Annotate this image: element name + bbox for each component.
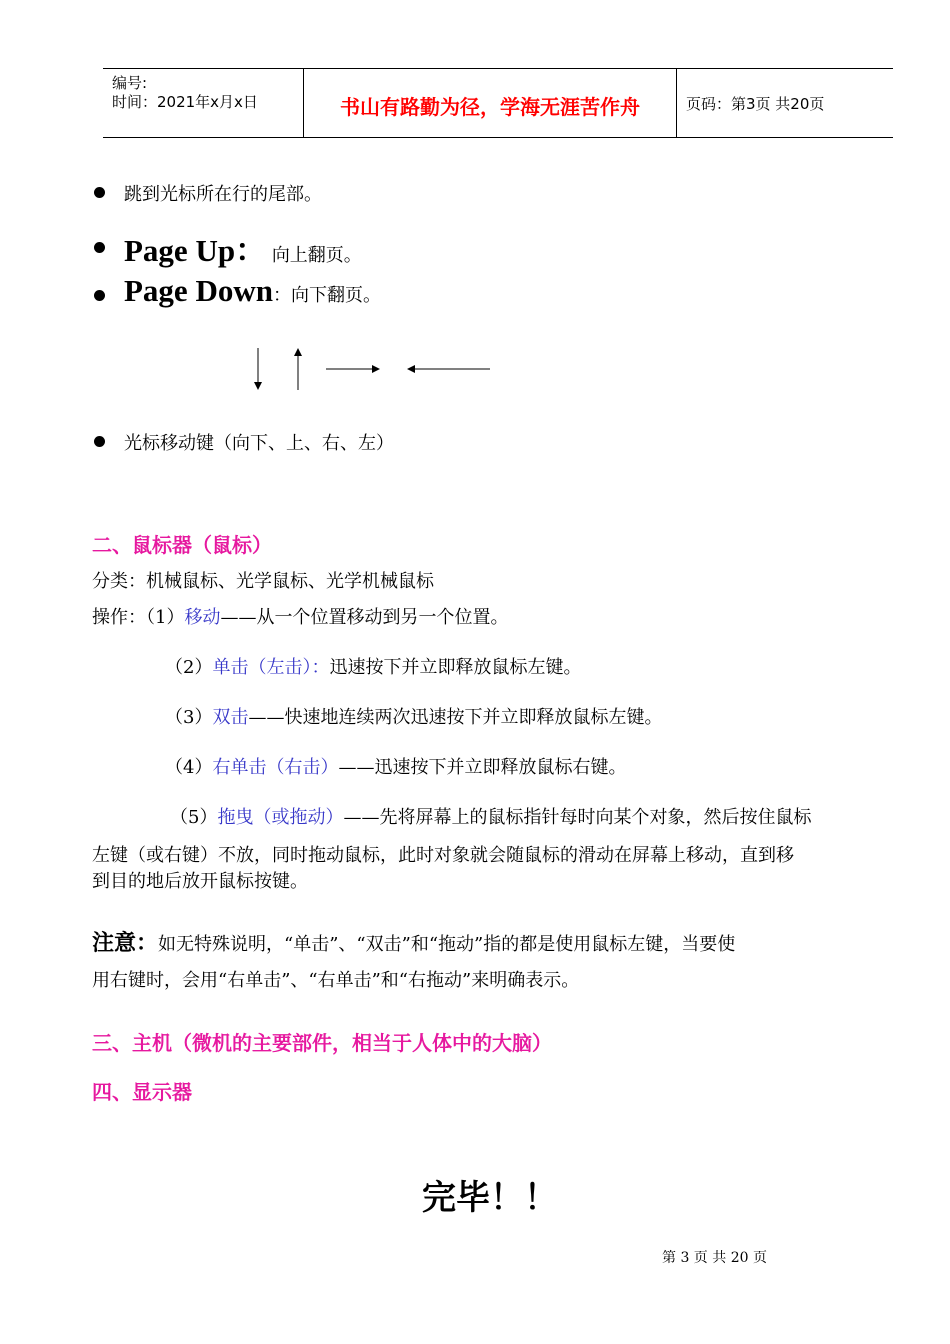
op5-term: 拖曳（或拖动）: [217, 807, 344, 828]
header-motto: 书山有路勤为径，学海无涯苦作舟: [340, 95, 640, 119]
header-info-cell: [103, 69, 304, 137]
bullet-dot: [94, 290, 105, 301]
arrow-keys-diagram: [240, 340, 500, 400]
op5-num: （5）: [170, 807, 218, 828]
op1-term: 移动: [184, 607, 221, 628]
mouse-op-5: [170, 803, 811, 829]
mouse-op-1: [92, 603, 508, 629]
mouse-op-4: [165, 753, 626, 779]
bullet-page-down: [124, 273, 381, 309]
bullet-dot: [94, 436, 105, 447]
op3-num: （3）: [165, 707, 213, 728]
mouse-op-2: [165, 653, 581, 679]
op4-num: （4）: [165, 757, 213, 778]
display-heading: 四、显示器: [92, 1080, 192, 1104]
bullet-end-of-line: 跳到光标所在行的尾部。: [124, 184, 322, 205]
op3-desc: ——快速地连续两次迅速按下并立即释放鼠标左键。: [248, 707, 663, 728]
page-up-desc: 向上翻页。: [271, 245, 362, 266]
bullet-dot: [94, 187, 105, 198]
note-label: 注意：: [92, 931, 159, 956]
bullet-page-up: [124, 225, 362, 270]
op2-num: （2）: [165, 657, 213, 678]
op3-term: 双击: [212, 707, 249, 728]
arrow-down-icon: [254, 348, 262, 390]
mouse-heading: 二、鼠标器（鼠标）: [92, 533, 272, 557]
note-text-2: 用右键时，会用“右单击”、“右单击”和“右拖动”来明确表示。: [92, 970, 580, 991]
note-text-1: 如无特殊说明，“单击”、“双击”和“拖动”指的都是使用鼠标左键，当要使: [158, 934, 736, 955]
page-up-key: Page Up：: [124, 233, 267, 268]
op5-desc-1: ——先将屏幕上的鼠标指针每时向某个对象，然后按住鼠标: [343, 807, 812, 828]
op2-desc: 迅速按下并立即释放鼠标左键。: [329, 657, 582, 678]
bullet-cursor-keys: 光标移动键（向下、上、右、左）: [124, 433, 394, 454]
op1-desc: ——从一个位置移动到另一个位置。: [220, 607, 509, 628]
arrow-right-icon: [326, 365, 380, 373]
arrow-up-icon: [294, 348, 302, 390]
header-motto-cell: [304, 69, 677, 137]
header-page-label: 页码：第3页 共20页: [686, 95, 825, 113]
op5-desc-2: 左键（或右键）不放，同时拖动鼠标，此时对象就会随鼠标的滑动在屏幕上移动，直到移: [92, 845, 794, 866]
bullet-dot: [94, 242, 105, 253]
op4-term: 右单击（右击）: [212, 757, 339, 778]
op1-prefix: 操作：（1）: [92, 607, 185, 628]
op5-desc-3: 到目的地后放开鼠标按键。: [92, 871, 308, 892]
header-page-cell: [677, 69, 893, 137]
finish-text: 完毕！！: [422, 1178, 558, 1218]
mouse-op-3: [165, 703, 662, 729]
mouse-category: 分类：机械鼠标、光学鼠标、光学机械鼠标: [92, 571, 434, 592]
page-down-desc: ：向下翻页。: [272, 285, 381, 306]
note-line-1: [92, 926, 735, 957]
time-label: 时间：2021年x月x日: [112, 93, 258, 111]
host-heading: 三、主机（微机的主要部件，相当于人体中的大脑）: [92, 1031, 552, 1055]
page-footer: 第 3 页 共 20 页: [662, 1250, 767, 1266]
page-down-key: Page Down: [124, 273, 273, 308]
page-header: [103, 68, 893, 138]
op4-desc: ——迅速按下并立即释放鼠标右键。: [338, 757, 627, 778]
serial-label: 编号:: [112, 74, 148, 92]
op2-term: 单击（左击）：: [212, 657, 330, 678]
arrow-left-icon: [407, 365, 490, 373]
